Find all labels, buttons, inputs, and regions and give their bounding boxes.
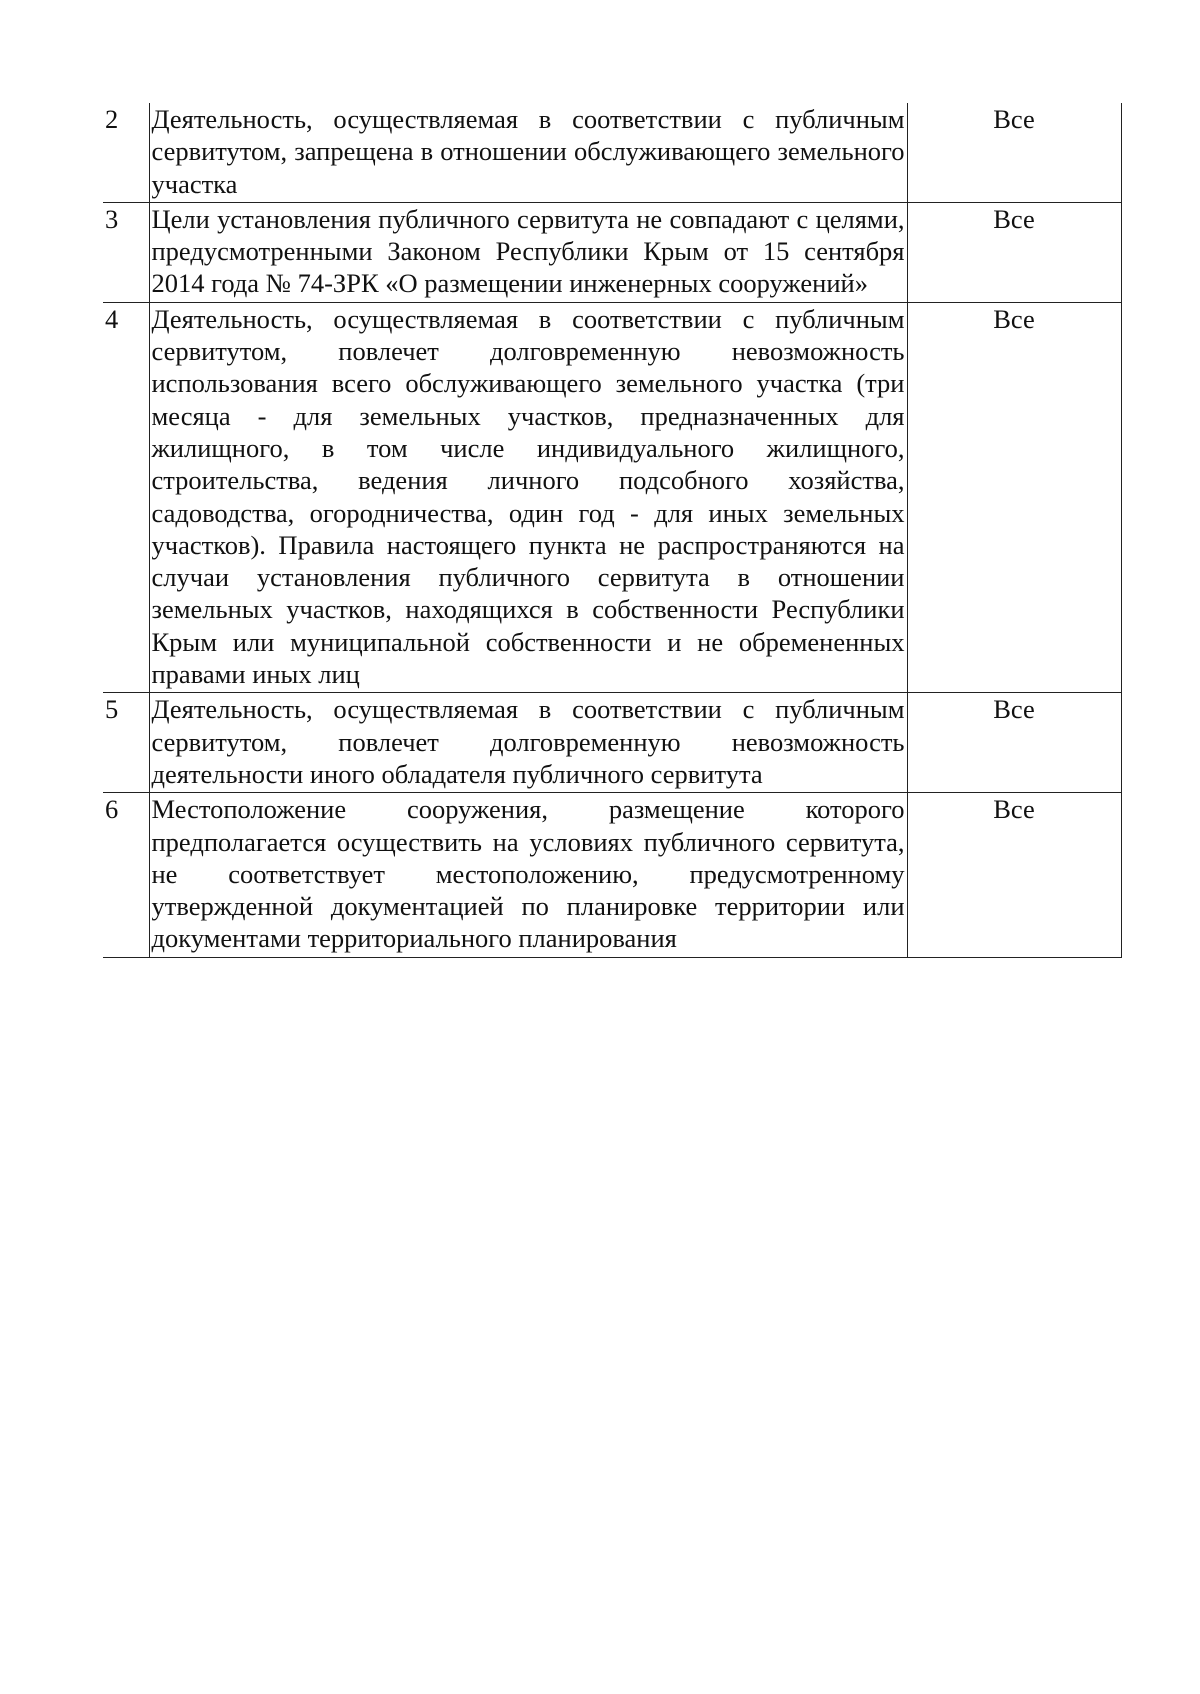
- grounds-table: [103, 103, 1122, 958]
- table-row: [103, 793, 1121, 957]
- table-row: [103, 693, 1121, 793]
- table-row: [103, 103, 1121, 202]
- row-number: 3: [103, 202, 149, 302]
- ground-description: Местоположение сооружения, размещение которого предполагается осуществить на условиях публичного сервитута, не соответствует местоположению, предусмотренному утвержденной документацией по планировке территории или документами территориального планирования: [149, 793, 907, 957]
- table-row: [103, 302, 1121, 693]
- row-number: 6: [103, 793, 149, 957]
- applies-to: Все: [907, 103, 1121, 202]
- applies-to: Все: [907, 202, 1121, 302]
- applies-to: Все: [907, 302, 1121, 693]
- ground-description: Деятельность, осуществляемая в соответствии с публичным сервитутом, запрещена в отношении обслуживающего земельного участка: [149, 103, 907, 202]
- row-number: 5: [103, 693, 149, 793]
- row-number: 4: [103, 302, 149, 693]
- ground-description: Цели установления публичного сервитута не совпадают с целями, предусмотренными Законом Республики Крым от 15 сентября 2014 года № 74-ЗРК «О размещении инженерных сооружений»: [149, 202, 907, 302]
- table-row: [103, 202, 1121, 302]
- ground-description: Деятельность, осуществляемая в соответствии с публичным сервитутом, повлечет долговременную невозможность деятельности иного обладателя публичного сервитута: [149, 693, 907, 793]
- applies-to: Все: [907, 793, 1121, 957]
- ground-description: Деятельность, осуществляемая в соответствии с публичным сервитутом, повлечет долговременную невозможность использования всего обслуживающего земельного участка (три месяца - для земельных участков, предназначенных для жилищного, в том числе индивидуального жилищного, строительства, ведения личного подсобного хозяйства, садоводства, огородничества, один год - для иных земельных участков). Правила настоящего пункта не распространяются на случаи установления публичного сервитута в отношении земельных участков, находящихся в собственности Республики Крым или муниципальной собственности и не обремененных правами иных лиц: [149, 302, 907, 693]
- row-number: 2: [103, 103, 149, 202]
- applies-to: Все: [907, 693, 1121, 793]
